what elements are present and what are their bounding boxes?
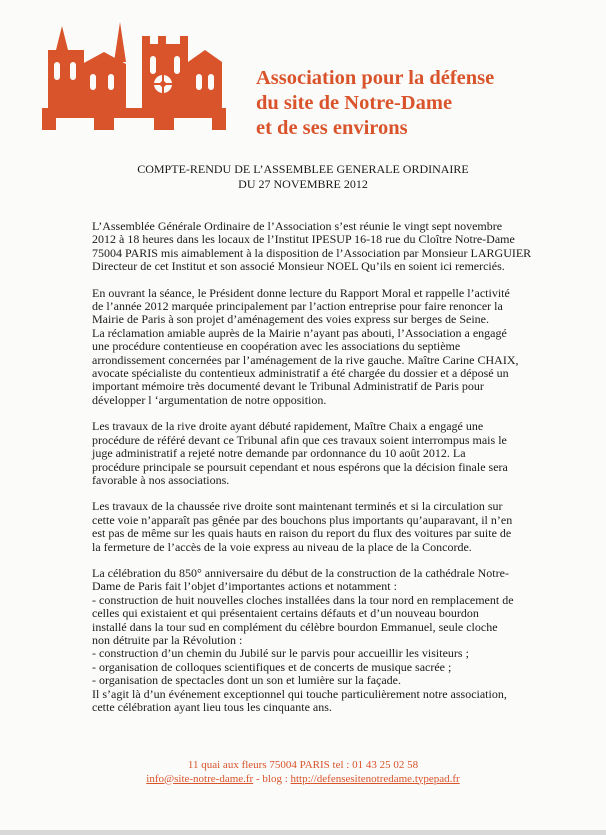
organization-title-line: et de ses environs [256, 117, 408, 139]
paragraph-line: installé dans la tour sud en complément du célèbre bourdon Emmanuel, seule cloche [92, 619, 498, 634]
blog-label: - blog : [253, 772, 291, 785]
paragraph-line: favorable à nos associations. [92, 472, 230, 487]
paragraph-line: la fermeture de l’accès de la voie express au niveau de la place de la Concorde. [92, 539, 472, 554]
paragraph-line: Dame de Paris fait l’objet d’importantes actions et notamment : [92, 579, 397, 594]
body-paragraph [92, 567, 524, 714]
paragraph-line: arrondissement concernées par l’aménagement de la rive gauche. Maître Carine CHAIX, [92, 352, 519, 367]
paragraph-line: cette célébration ayant lieu tous les cinquante ans. [92, 700, 332, 714]
paragraph-line: - construction de huit nouvelles cloches installées dans la tour nord en remplacement de [92, 592, 514, 607]
paragraph-line: 2012 à 18 heures dans les locaux de l’Institut IPESUP 16-18 rue du Cloître Notre-Dame [92, 232, 515, 247]
paragraph-line: La célébration du 850° anniversaire du début de la construction de la cathédrale Notre- [92, 565, 509, 580]
body-paragraph [92, 219, 532, 274]
footer-address: 11 quai aux fleurs 75004 PARIS tel : 01 43 25 02 58 [187, 759, 419, 771]
paragraph-line: L’Assemblée Générale Ordinaire de l’Association s’est réunie le vingt sept novembre [92, 219, 503, 233]
paragraph-line: Directeur de cet Institut et son associé Monsieur NOEL Qu’ils en soient ici remerciés. [92, 259, 505, 274]
paragraph-line: - organisation de spectacles dont un son et lumière sur la façade. [92, 673, 402, 688]
paragraph-line: Les travaux de la rive droite ayant débuté rapidement, Maître Chaix a engagé une [92, 419, 484, 434]
report-title [0, 162, 606, 191]
paragraph-line: cette voie n’apparaît pas gênée par des bouchons plus importants qu’auparavant, il n’en [92, 512, 513, 527]
report-body [92, 219, 532, 727]
paragraph-line: La réclamation amiable auprès de la Mairie n’ayant pas abouti, l’Association a engagé [92, 325, 507, 340]
paragraph-line: développer l ‘argumentation de notre opposition. [92, 392, 327, 407]
report-date-line: DU 27 NOVEMBRE 2012 [238, 176, 368, 191]
notre-dame-logo-icon [42, 22, 226, 130]
email-link[interactable]: info@site-notre-dame.fr [146, 772, 254, 785]
organization-title-line: Association pour la défense [256, 67, 495, 89]
paragraph-line: - construction d’un chemin du Jubilé sur le parvis pour accueillir les visiteurs ; [92, 646, 469, 661]
paragraph-line: celles qui existaient et qui présentaient certains défauts et d’un nouveau bourdon [92, 606, 479, 621]
paragraph-line: - organisation de colloques scientifiques et de concerts de musique sacrée ; [92, 659, 452, 674]
organization-title [256, 66, 596, 141]
blog-link[interactable]: http://defensesitenotredame.typepad.fr [290, 772, 460, 785]
paragraph-line: Mairie de Paris à son projet d’aménagement des voies express sur berges de Seine. [92, 312, 489, 327]
paragraph-line: une procédure contentieuse en coopération avec les associations du septième [92, 339, 461, 354]
paragraph-line: de l’année 2012 marquée principalement par l’action entreprise pour faire renoncer la [92, 299, 503, 314]
body-paragraph [92, 500, 524, 554]
paragraph-line: 75004 PARIS mis aimablement à la disposition de l’Association par Monsieur LARGUIER [92, 245, 532, 260]
paragraph-line: important mémoire très documenté devant le Tribunal Administratif de Paris pour [92, 379, 484, 394]
page-edge-shadow [0, 830, 606, 835]
organization-title-line: du site de Notre-Dame [256, 92, 453, 114]
body-paragraph [92, 287, 524, 408]
paragraph-line: procédure de référé devant ce Tribunal afin que ces travaux soient interrompus mais le [92, 432, 507, 447]
paragraph-line: Les travaux de la chaussée rive droite sont maintenant terminés et si la circulation sur [92, 499, 503, 514]
body-paragraph [92, 420, 524, 487]
paragraph-line: procédure principale se poursuit cependant et nous espérons que la décision finale sera [92, 459, 508, 474]
paragraph-line: est pas de même sur les quais hauts en raison du report du flux des voitures par suite de [92, 526, 512, 541]
paragraph-line: En ouvrant la séance, le Président donne lecture du Rapport Moral et rappelle l’activité [92, 285, 510, 300]
paragraph-line: non détruite par la Révolution : [92, 632, 243, 647]
footer [0, 759, 606, 786]
paragraph-line: Il s’agit là d’un événement exceptionnel qui touche particulièrement notre association, [92, 686, 507, 701]
footer-contact-line [0, 773, 606, 787]
report-title-line: COMPTE-RENDU DE L’ASSEMBLEE GENERALE ORDINAIRE [137, 162, 469, 176]
paragraph-line: juge administratif a rejeté notre demande par ordonnance du 10 août 2012. La [92, 446, 466, 461]
paragraph-line: avocate spécialiste du contentieux administratif a été chargée du dossier et a déposé un [92, 366, 509, 381]
